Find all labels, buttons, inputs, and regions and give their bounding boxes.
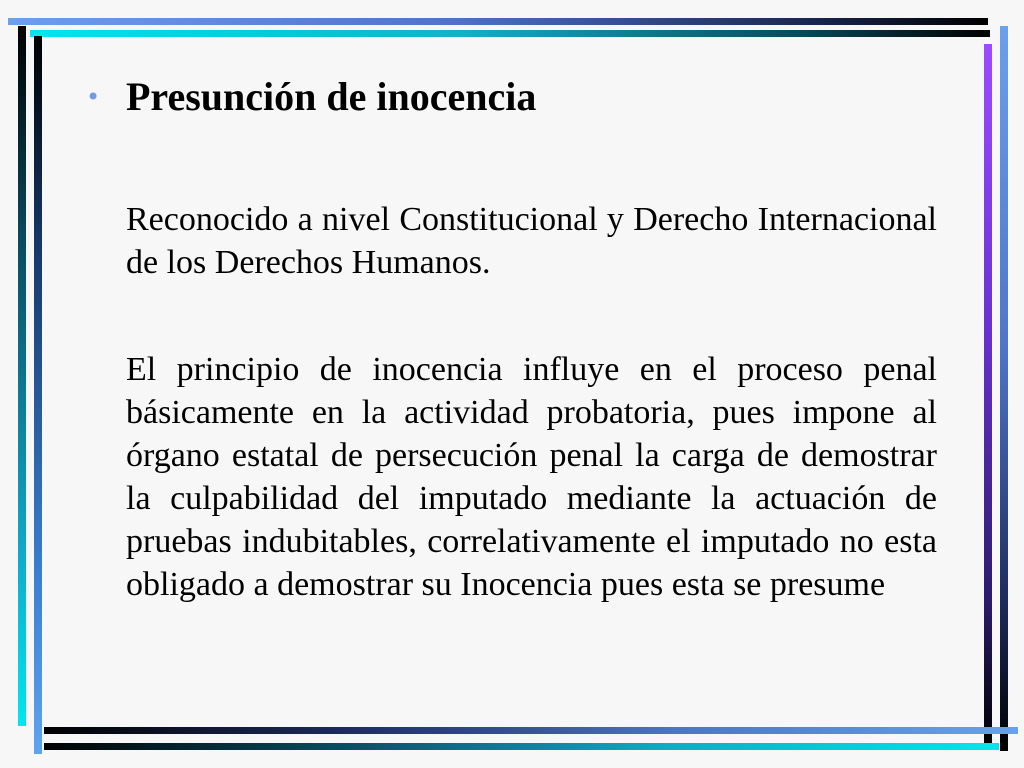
frame-right-outer-bar — [984, 44, 992, 744]
frame-bottom-outer-bar — [44, 727, 1018, 734]
slide-title: Presunción de inocencia — [126, 74, 537, 119]
frame-left-inner-bar — [34, 36, 42, 754]
bullet-icon: • — [86, 83, 101, 111]
frame-top-outer-bar — [8, 18, 988, 25]
frame-right-inner-bar — [1000, 26, 1008, 751]
frame-top-inner-bar — [30, 30, 990, 37]
frame-left-outer-bar — [18, 26, 26, 726]
frame-bottom-inner-bar — [44, 743, 999, 750]
paragraph-recognition: Reconocido a nivel Constitucional y Derecho Internacional de los Derechos Humanos. — [126, 201, 937, 281]
paragraph-principle: El principio de inocencia influye en el proceso penal básicamente en la actividad probatoria, pues impone al órgano estatal de persecución penal la carga de demostrar la culpabilidad del imputado mediante la actuación de pruebas indubitables, correlativamente el imputado no esta obligado a demostrar su Inocencia pues esta se presume — [126, 351, 937, 603]
